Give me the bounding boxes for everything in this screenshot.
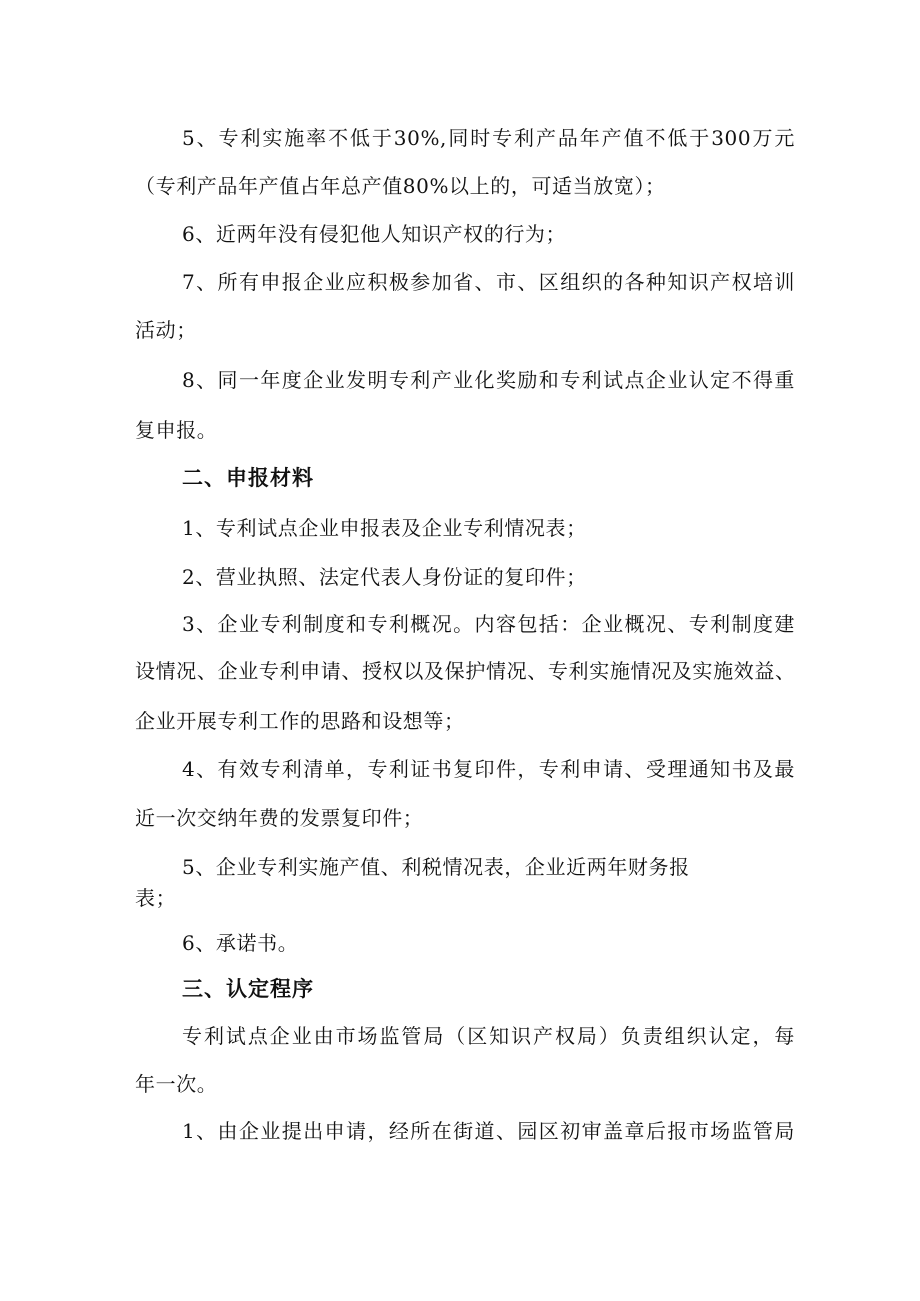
text-line: 专利试点企业由市场监管局（区知识产权局）负责组织认定，每 — [182, 1024, 795, 1048]
text-line: 设情况、企业专利申请、授权以及保护情况、专利实施情况及实施效益、 — [135, 659, 795, 683]
text-line: 3、企业专利制度和专利概况。内容包括：企业概况、专利制度建 — [182, 612, 795, 636]
text-line: 企业开展专利工作的思路和设想等； — [135, 709, 465, 733]
text-line: 1、由企业提出申请，经所在街道、园区初审盖章后报市场监管局 — [182, 1119, 795, 1143]
text-line: 1、专利试点企业申报表及企业专利情况表； — [182, 516, 587, 540]
text-line: 复申报。 — [135, 418, 218, 442]
section-heading: 二、申报材料 — [182, 466, 314, 490]
text-line: 表； — [135, 886, 177, 910]
section-heading: 三、认定程序 — [182, 977, 314, 1001]
text-line: 2、营业执照、法定代表人身份证的复印件； — [182, 565, 587, 589]
text-line: 7、所有申报企业应积极参加省、市、区组织的各种知识产权培训 — [182, 270, 795, 294]
text-line: 年一次。 — [135, 1072, 218, 1096]
text-line: （专利产品年产值占年总产值80%以上的，可适当放宽）； — [135, 174, 666, 198]
text-line: 8、同一年度企业发明专利产业化奖励和专利试点企业认定不得重 — [182, 368, 795, 392]
text-line: 5、专利实施率不低于30%,同时专利产品年产值不低于300万元 — [182, 126, 795, 150]
text-line: 5、企业专利实施产值、利税情况表，企业近两年财务报 — [182, 855, 690, 879]
text-line: 活动； — [135, 318, 197, 342]
text-line: 近一次交纳年费的发票复印件； — [135, 806, 424, 830]
text-line: 6、近两年没有侵犯他人知识产权的行为； — [182, 222, 567, 246]
text-line: 4、有效专利清单，专利证书复印件，专利申请、受理通知书及最 — [182, 757, 795, 781]
text-line: 6、承诺书。 — [182, 931, 299, 955]
